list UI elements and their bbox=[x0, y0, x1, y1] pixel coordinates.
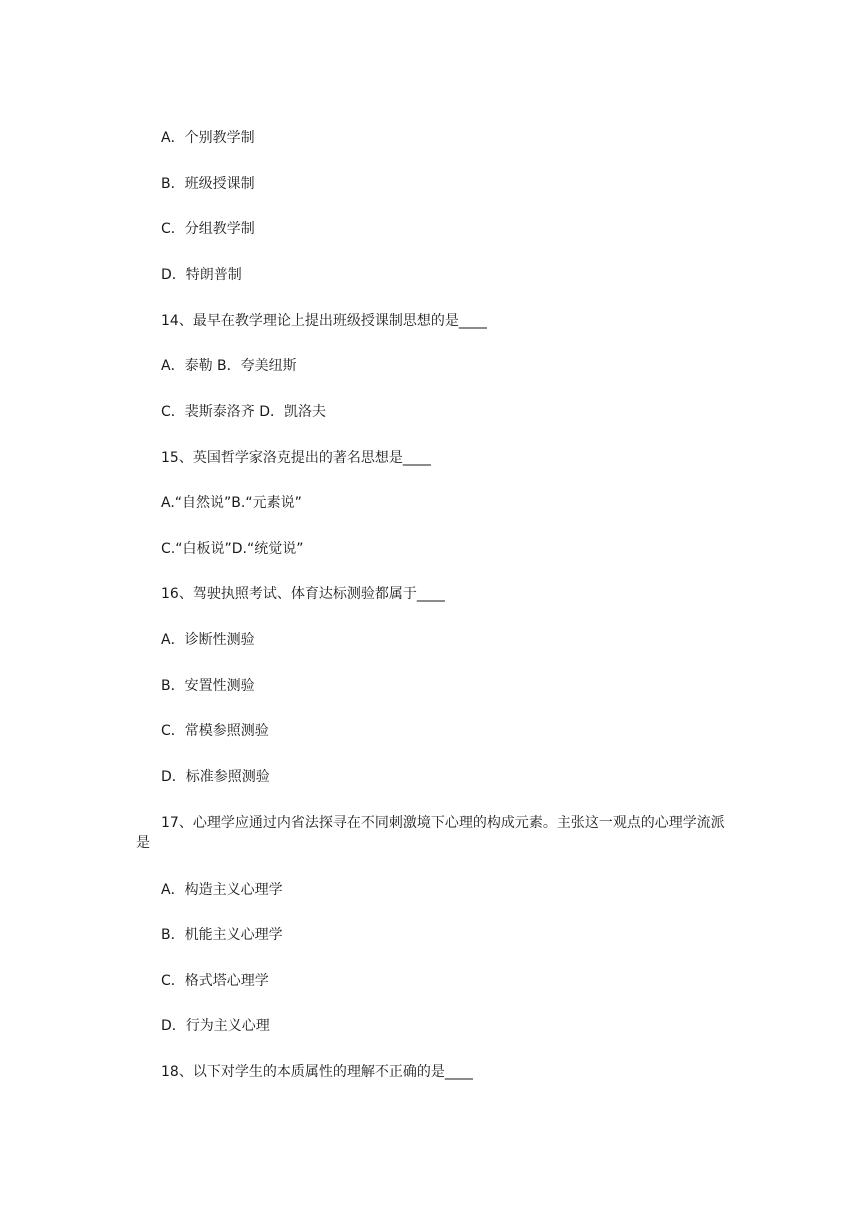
q15-options-cd: C.“白板说”D.“统觉说” bbox=[161, 541, 304, 557]
q13-option-b: B．班级授课制 bbox=[161, 176, 255, 192]
q15-options-ab: A.“自然说”B.“元素说” bbox=[161, 495, 302, 511]
question-15: 15、英国哲学家洛克提出的著名思想是____ bbox=[161, 450, 431, 466]
q17-option-d: D．行为主义心理 bbox=[161, 1018, 270, 1034]
question-17: 17、心理学应通过内省法探寻在不同刺激境下心理的构成元素。主张这一观点的心理学流派是 bbox=[136, 815, 725, 851]
question-18: 18、以下对学生的本质属性的理解不正确的是____ bbox=[161, 1064, 473, 1080]
q17-option-c: C．格式塔心理学 bbox=[161, 973, 269, 989]
q13-option-d: D．特朗普制 bbox=[161, 267, 242, 283]
q16-option-d: D．标准参照测验 bbox=[161, 769, 270, 785]
question-16: 16、驾驶执照考试、体育达标测验都属于____ bbox=[161, 586, 445, 602]
q13-option-a: A．个别教学制 bbox=[161, 130, 255, 146]
q16-option-c: C．常模参照测验 bbox=[161, 723, 269, 739]
q16-option-b: B．安置性测验 bbox=[161, 678, 255, 694]
q16-option-a: A．诊断性测验 bbox=[161, 632, 255, 648]
q14-options-ab: A．泰勒 B．夸美纽斯 bbox=[161, 358, 297, 374]
question-14: 14、最早在教学理论上提出班级授课制思想的是____ bbox=[161, 313, 487, 329]
q14-options-cd: C．裴斯泰洛齐 D．凯洛夫 bbox=[161, 404, 327, 420]
q17-option-b: B．机能主义心理学 bbox=[161, 927, 283, 943]
q13-option-c: C．分组教学制 bbox=[161, 221, 255, 237]
q17-option-a: A．构造主义心理学 bbox=[161, 882, 283, 898]
